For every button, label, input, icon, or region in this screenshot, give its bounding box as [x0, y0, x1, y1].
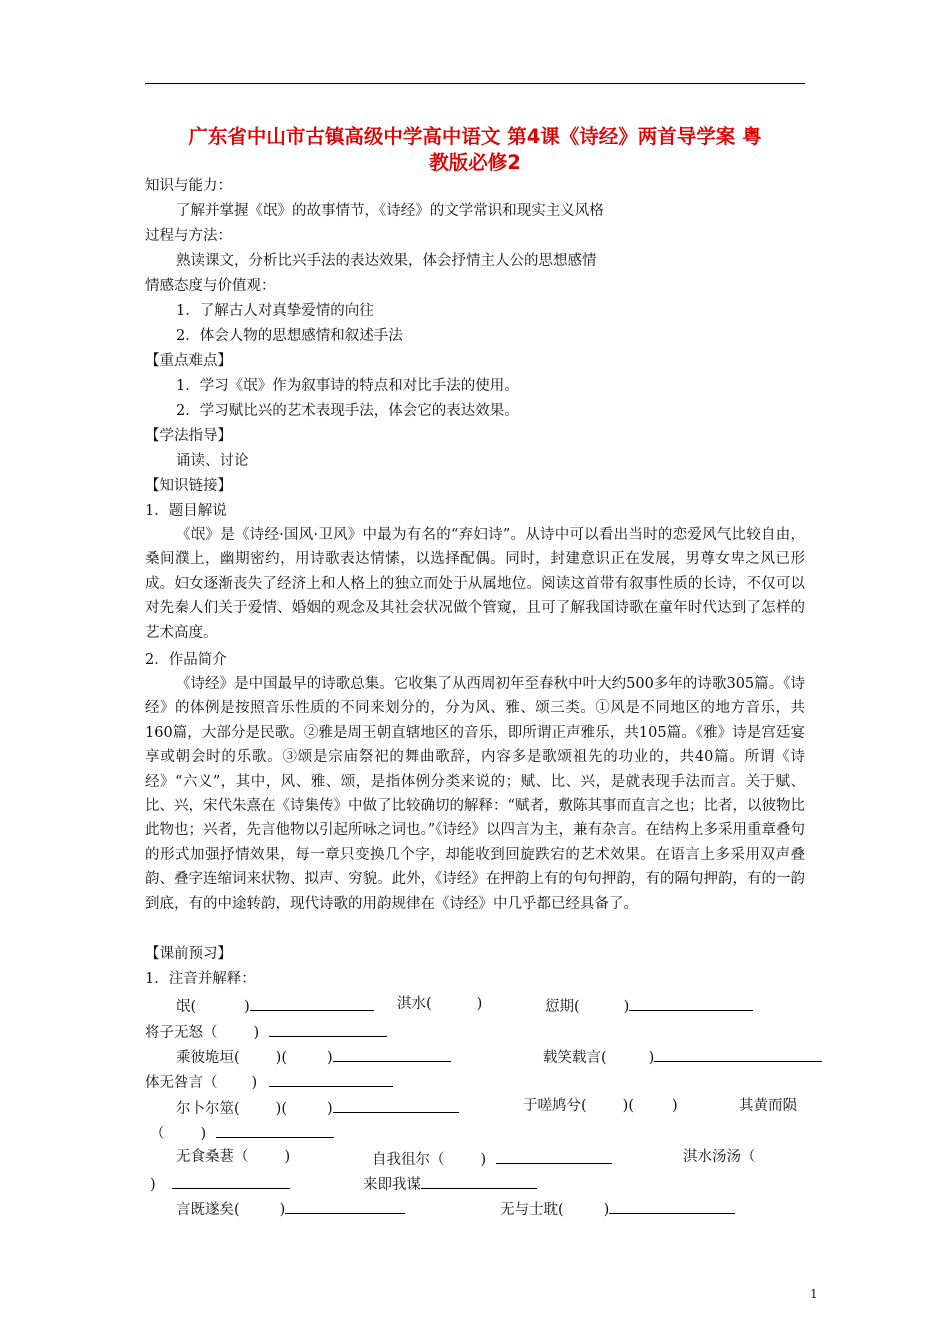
title-explanation-paragraph: 《氓》是《诗经·国风·卫风》中最为有名的“弃妇诗”。从诗中可以看出当时的恋爱风气比较自由，桑间濮上，幽期密约，用诗歌表达情愫，以选择配偶。同时，封建意识正在发展，男尊女卑之风已形成。妇女逐渐丧失了经济上和人格上的独立而处于从属地位。阅读这首带有叙事性质的长诗，不仅可以对先秦人们关于爱情、婚姻的观念及其社会状况做个管窥，且可了解我国诗歌在童年时代达到了怎样的艺术高度。	[145, 527, 805, 641]
vocab-item: 言既遂矣( )	[176, 1199, 405, 1219]
vocab-item: 其黄而陨	[739, 1098, 797, 1114]
values-item-1: 1．了解古人对真挚爱情的向往	[176, 303, 374, 319]
vocab-item: 愆期( )	[545, 996, 753, 1016]
vocab-item: 于嗟鸠兮( )( )	[523, 1098, 678, 1114]
process-heading: 过程与方法：	[145, 228, 232, 244]
vocab-item: 淇水( )	[397, 996, 483, 1012]
answer-blank[interactable]	[216, 1123, 334, 1138]
document-title-line1: 广东省中山市古镇高级中学高中语文 第4课《诗经》两首导学案 粤	[188, 125, 762, 148]
values-heading: 情感态度与价值观：	[145, 278, 276, 294]
pinyin-task-heading: 1．注音并解释：	[145, 971, 256, 987]
answer-blank[interactable]	[269, 1072, 393, 1087]
vocab-item: 将子无怒（ )	[145, 1022, 387, 1042]
vocab-item: （ )	[150, 1123, 334, 1143]
vocab-item: )	[150, 1174, 290, 1194]
answer-blank[interactable]	[172, 1174, 290, 1189]
header-rule	[145, 83, 805, 84]
key-points-heading: 【重点难点】	[145, 353, 232, 369]
title-explanation-heading: 1．题目解说	[145, 503, 227, 519]
knowledge-item: 了解并掌握《氓》的故事情节，《诗经》的文学常识和现实主义风格	[176, 203, 604, 219]
work-intro-paragraph: 《诗经》是中国最早的诗歌总集。它收集了从西周初年至春秋中叶大约500多年的诗歌305篇。《诗经》的体例是按照音乐性质的不同来划分的，分为风、雅、颂三类。①风是不同地区的地方音乐，共160篇，大部分是民歌。②雅是周王朝直辖地区的音乐，即所谓正声雅乐，共105篇。《雅》诗是宫廷宴享或朝会时的乐歌。③颂是宗庙祭祀的舞曲歌辞，内容多是歌颂祖先的功业的，共40篇。所谓《诗经》“六义”，其中，风、雅、颂，是指体例分类来说的；赋、比、兴，是就表现手法而言。关于赋、比、兴，宋代朱熹在《诗集传》中做了比较确切的解释：“赋者，敷陈其事而直言之也；比者，以彼物比此物也；兴者，先言他物以引起所咏之词也。”《诗经》以四言为主，兼有杂言。在结构上多采用重章叠句的形式加强抒情效果，每一章只变换几个字，却能收到回旋跌宕的艺术效果。在语言上多采用双声叠韵、叠字连缩词来状物、拟声、穷貌。此外，《诗经》在押韵上有的句句押韵，有的隔句押韵，有的一韵到底，有的中途转韵，现代诗歌的用韵规律在《诗经》中几乎都已经具备了。	[145, 676, 805, 912]
process-item: 熟读课文，分析比兴手法的表达效果，体会抒情主人公的思想感情	[176, 253, 597, 269]
page-number: 1	[810, 1287, 818, 1301]
vocab-item: 无与士耽( )	[500, 1199, 735, 1219]
key-point-1: 1．学习《氓》作为叙事诗的特点和对比手法的使用。	[176, 378, 519, 394]
vocab-item: 来即我谋	[363, 1174, 537, 1194]
vocab-item: 氓( )	[176, 996, 374, 1016]
work-intro-heading: 2．作品简介	[145, 652, 227, 668]
vocab-item: 无食桑葚（ )	[176, 1149, 291, 1165]
answer-blank[interactable]	[333, 1098, 459, 1113]
answer-blank[interactable]	[333, 1047, 451, 1062]
values-item-2: 2．体会人物的思想感情和叙述手法	[176, 328, 403, 344]
key-point-2: 2．学习赋比兴的艺术表现手法，体会它的表达效果。	[176, 403, 519, 419]
answer-blank[interactable]	[629, 996, 753, 1011]
answer-blank[interactable]	[269, 1022, 387, 1037]
vocab-item: 自我徂尔（ )	[372, 1149, 612, 1169]
answer-blank[interactable]	[421, 1174, 537, 1189]
vocab-item: 载笑载言( )	[543, 1047, 822, 1067]
method-heading: 【学法指导】	[145, 428, 232, 444]
document-title-line2: 教版必修2	[429, 151, 521, 174]
vocab-item: 乘彼垝垣( )( )	[176, 1047, 451, 1067]
answer-blank[interactable]	[285, 1199, 405, 1214]
knowledge-link-heading: 【知识链接】	[145, 478, 232, 494]
answer-blank[interactable]	[609, 1199, 735, 1214]
vocab-item: 淇水汤汤（	[683, 1149, 756, 1165]
answer-blank[interactable]	[250, 996, 374, 1011]
knowledge-heading: 知识与能力：	[145, 178, 232, 194]
answer-blank[interactable]	[496, 1149, 612, 1164]
vocab-item: 体无咎言（ )	[145, 1072, 393, 1092]
answer-blank[interactable]	[654, 1047, 822, 1062]
preview-heading: 【课前预习】	[145, 946, 232, 962]
method-item: 诵读、讨论	[176, 453, 249, 469]
vocab-item: 尔卜尔筮( )( )	[176, 1098, 459, 1118]
